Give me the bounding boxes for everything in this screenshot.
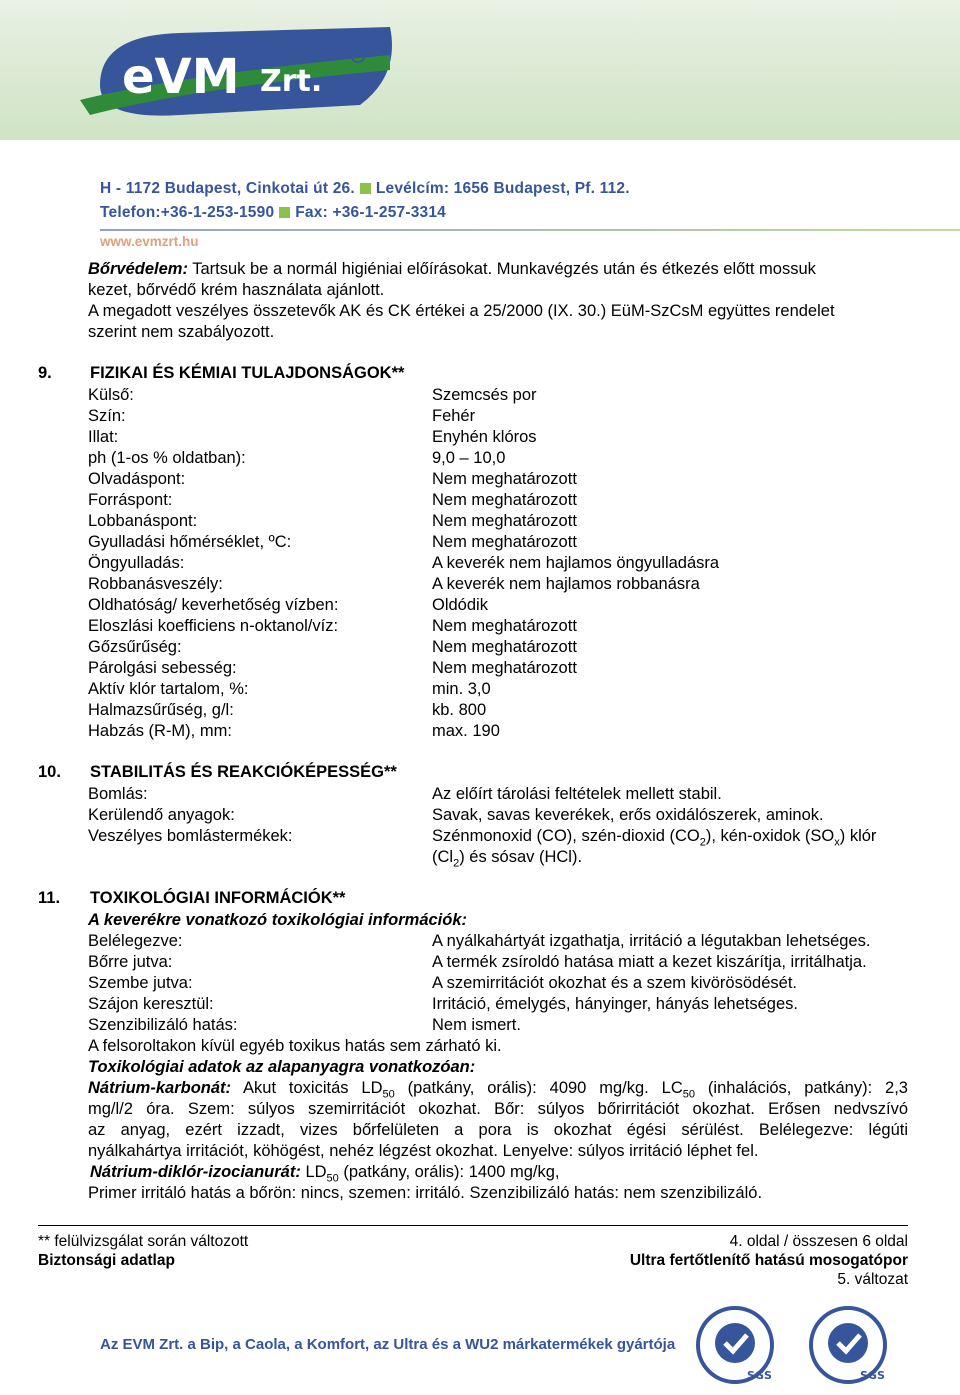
address-line: H - 1172 Budapest, Cinkotai út 26. Levélcím: 1656 Budapest, Pf. 112. [100,180,630,197]
other-effects-note: A felsoroltakon kívül egyéb toxikus hatás sem zárható ki. [88,1037,502,1055]
evm-logo [60,15,400,135]
row-label: Belélegezve: [88,932,183,950]
row-label: Robbanásveszély: [88,575,223,593]
row-label: Szájon keresztül: [88,995,214,1013]
footer-divider [38,1225,908,1226]
iso14001-sgs-badge-icon [808,1305,888,1385]
row-label: Szín: [88,407,126,425]
version: 5. változat [837,1271,908,1288]
footer-note: ** felülvizsgálat során változott [38,1233,249,1250]
row-label: Bőrre jutva: [88,953,173,971]
row-value: Szénmonoxid (CO), szén-dioxid $(CO_2)$, kén-oxidok $(SO_x)$ klór [432,827,877,849]
row-value: Nem meghatározott [432,533,577,551]
row-value: Savak, savas keverékek, erős oxidálószerek, aminok. [432,806,824,824]
row-label: Gyulladási hőmérséklet, ºC: [88,533,292,551]
row-label: Kerülendő anyagok: [88,806,235,824]
row-value: A nyálkahártyát izgathatja, irritáció a légutakban lehetséges. [432,932,871,950]
row-label: Habzás (R-M), mm: [88,722,232,740]
sodium-carbonate-paragraph: Nátrium-karbonát: Akut toxicitás $LD_{50}$ (patkány, orális): 4090 mg/kg. $LC_{50}$ (inhalációs, patkány): 2,3 mg/l/2 óra. Szem: súlyos szemirritációt okozhat. Bőr: súlyos bőrirritációt okozhat. Erősen nedvszívó az anyag, ezért izzadt, vizes bőrfelületen a pora is okozhat égési sérülést. Belélegezve: légúti nyálkahártya irritációt, köhögést, nehéz légzést okozhat. Lenyelve: súlyos irritáció léphet fel. [88,1079,908,1160]
svg-text:Zrt.: Zrt. [260,64,323,99]
row-label: Öngyulladás: [88,554,185,572]
mixture-tox-subtitle: A keverékre vonatkozó toxikológiai információk: [88,911,468,929]
svg-text:eVM: eVM [122,49,240,105]
row-label: Párolgási sebesség: [88,659,237,677]
row-label: Szembe jutva: [88,974,193,992]
row-value: Irritáció, émelygés, hányinger, hányás lehetséges. [432,995,798,1013]
green-square-icon [279,207,290,218]
row-label: Halmazsűrűség, g/l: [88,701,234,719]
intro-line: A megadott veszélyes összetevők AK és CK értékei a 25/2000 (IX. 30.) EüM-SzCsM együttes rendelet [88,302,835,320]
row-value: Nem meghatározott [432,638,577,656]
row-value: Nem meghatározott [432,470,577,488]
section-9-number: 9. [38,364,52,382]
row-label: Oldhatóság/ keverhetőség vízben: [88,596,339,614]
row-value: Nem meghatározott [432,659,577,677]
row-label: Lobbanáspont: [88,512,198,530]
footer-doc-type: Biztonsági adatlap [38,1252,175,1269]
row-value: Nem meghatározott [432,617,577,635]
row-label: ph (1-os % oldatban): [88,449,246,467]
row-value: Enyhén klóros [432,428,537,446]
page-number: 4. oldal / összesen 6 oldal [729,1233,908,1250]
row-value: Nem meghatározott [432,512,577,530]
header-divider [100,229,960,231]
skin-protection-label: Bőrvédelem: [88,260,188,278]
row-label: Külső: [88,386,134,404]
row-value: $(Cl_2)$ és sósav (HCl). [432,848,583,870]
row-label: Illat: [88,428,119,446]
row-value: Fehér [432,407,476,425]
row-label: Szenzibilizáló hatás: [88,1016,238,1034]
row-value: A keverék nem hajlamos robbanásra [432,575,700,593]
row-value: Nem meghatározott [432,491,577,509]
skin-protection-line1: Bőrvédelem: Tartsuk be a normál higiéniai előírásokat. Munkavégzés után és étkezés előtt mossuk [88,260,816,278]
row-value: A termék zsíroldó hatása miatt a kezet kiszárítja, irritálhatja. [432,953,867,971]
row-label: Olvadáspont: [88,470,186,488]
green-square-icon [360,183,371,194]
row-value: Az előírt tárolási feltételek mellett stabil. [432,785,722,803]
letterhead [0,0,960,255]
svg-text:SGS: SGS [747,1369,772,1382]
row-value: max. 190 [432,722,500,740]
brand-tagline: Az EVM Zrt. a Bip, a Caola, a Komfort, az Ultra és a WU2 márkatermékek gyártója [100,1336,676,1353]
phone-line: Telefon:+36-1-253-1590 Fax: +36-1-257-3314 [100,204,446,221]
primary-irritation-line: Primer irritáló hatás a bőrön: nincs, szemen: irritáló. Szenzibilizáló hatás: nem szenzibilizáló. [88,1184,763,1202]
row-value: A szemirritációt okozhat és a szem kivörösödését. [432,974,797,992]
raw-material-tox-subtitle: Toxikológiai adatok az alapanyagra vonatkozóan: [88,1058,476,1076]
row-value: A keverék nem hajlamos öngyulladásra [432,554,720,572]
row-value: Oldódik [432,596,488,614]
product-name: Ultra fertőtlenítő hatású mosogatópor [629,1252,908,1269]
section-10-number: 10. [38,763,61,781]
row-label: Bomlás: [88,785,148,803]
row-value: 9,0 – 10,0 [432,449,506,467]
section-10-title: STABILITÁS ÉS REAKCIÓKÉPESSÉG** [90,763,397,781]
row-label: Gőzsűrűség: [88,638,182,656]
section-11-title: TOXIKOLÓGIAI INFORMÁCIÓK** [90,889,346,907]
row-label: Veszélyes bomlástermékek: [88,827,293,845]
intro-line: kezet, bőrvédő krém használata ajánlott. [88,281,385,299]
row-value: min. 3,0 [432,680,491,698]
row-label: Aktív klór tartalom, %: [88,680,249,698]
intro-line: szerint nem szabályozott. [88,323,275,341]
sodium-dichloroisocyanurate-line: Nátrium-diklór-izocianurát: $LD_{50}$ (patkány, orális): 1400 mg/kg, [90,1163,560,1185]
row-label: Eloszlási koefficiens n-oktanol/víz: [88,617,339,635]
section-11-number: 11. [38,889,61,907]
row-value: kb. 800 [432,701,487,719]
row-value: Nem ismert. [432,1016,521,1034]
website-link[interactable]: www.evmzrt.hu [100,234,199,249]
svg-text:SGS: SGS [860,1369,885,1382]
row-value: Szemcsés por [432,386,537,404]
iso9001-sgs-badge-icon [695,1305,775,1385]
row-label: Forráspont: [88,491,173,509]
section-9-title: FIZIKAI ÉS KÉMIAI TULAJDONSÁGOK** [90,364,405,382]
